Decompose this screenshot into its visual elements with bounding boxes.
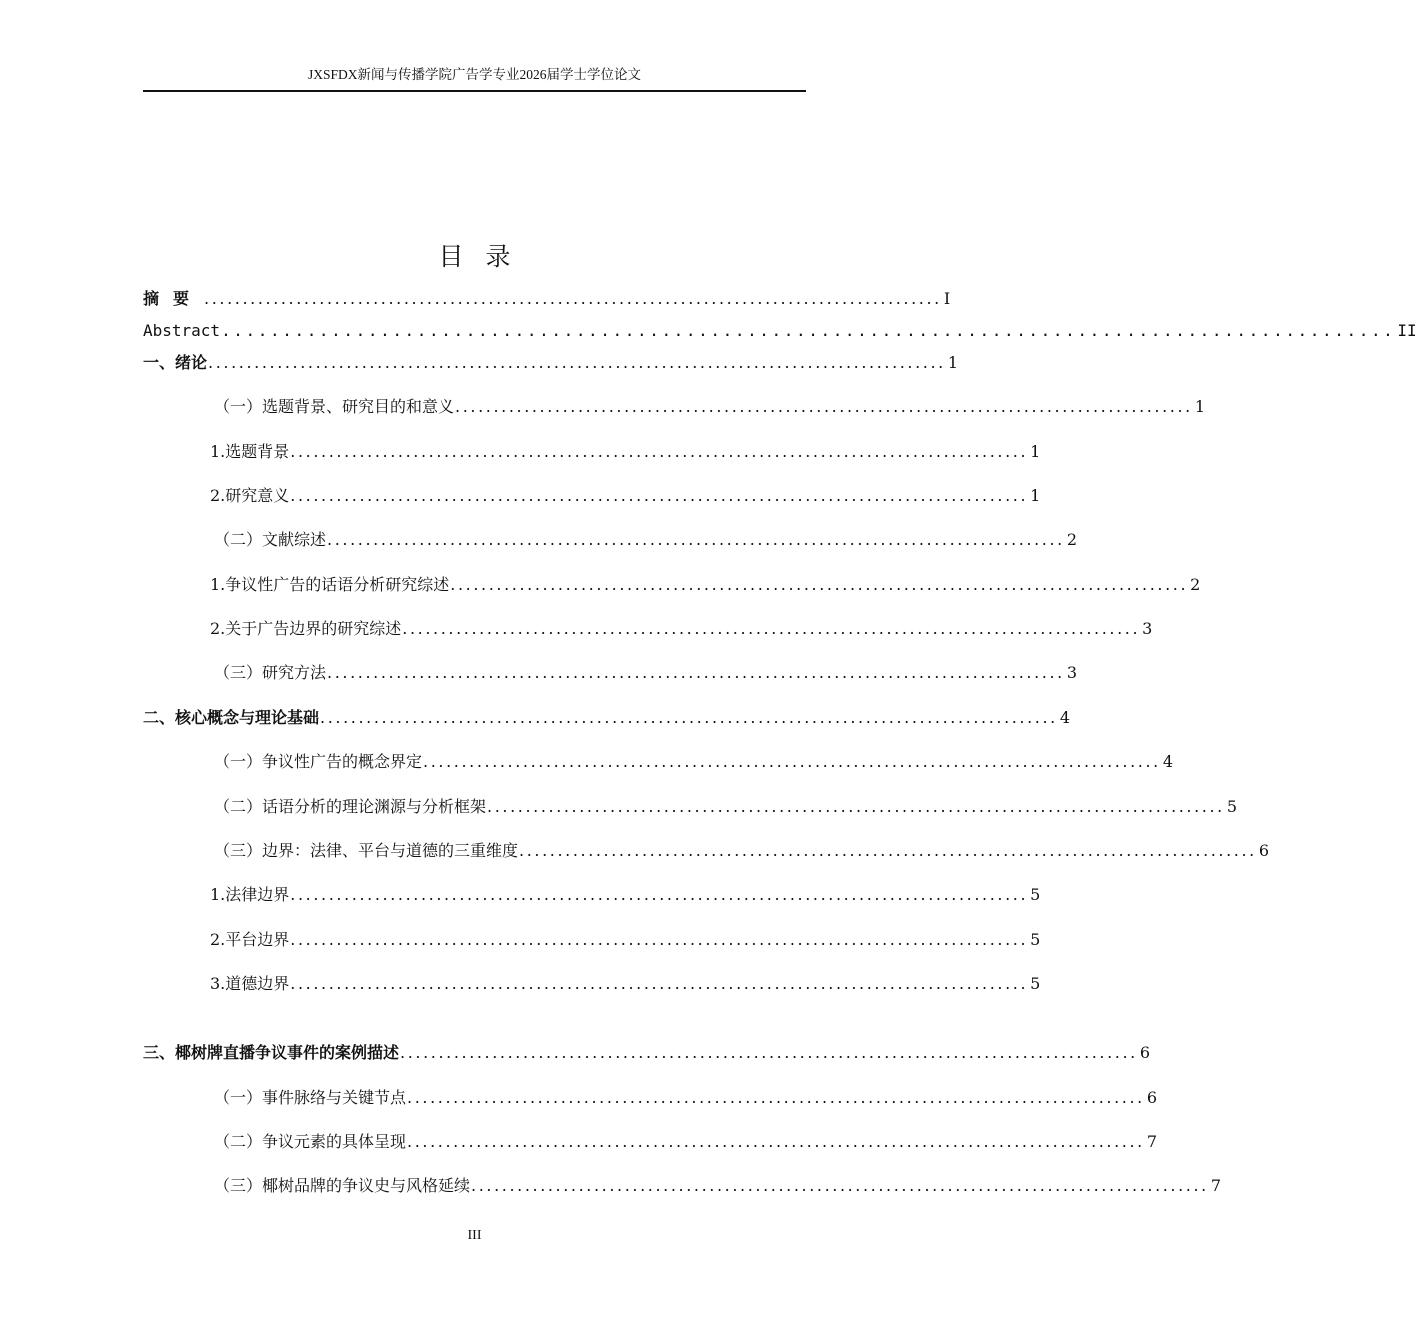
toc-entry-section-3-1[interactable] bbox=[214, 1086, 1158, 1110]
toc-dot-leader: ................................................................................................ bbox=[327, 663, 1065, 682]
toc-entry-label: 三、椰树牌直播争议事件的案例描述 bbox=[143, 1043, 400, 1062]
toc-entry-abstract-cn[interactable] bbox=[143, 287, 951, 311]
toc-entry-section-1-1[interactable] bbox=[214, 395, 1206, 419]
toc-entry-page: 3 bbox=[1142, 619, 1153, 638]
toc-entry-page: 2 bbox=[1066, 530, 1078, 549]
page-number: III bbox=[467, 1228, 482, 1243]
toc-entry-section-2-1[interactable] bbox=[214, 750, 1174, 774]
toc-dot-leader: ................................................................................................ bbox=[204, 289, 942, 308]
toc-entry-page: 6 bbox=[1258, 841, 1270, 860]
toc-entry-page: 6 bbox=[1146, 1088, 1158, 1107]
toc-entry-label: （三）研究方法 bbox=[214, 663, 327, 682]
toc-entry-page: 5 bbox=[1226, 797, 1238, 816]
toc-dot-leader: ................................................................................................ bbox=[487, 797, 1225, 816]
toc-entry-page: 5 bbox=[1030, 974, 1041, 993]
toc-entry-label: （二）争议元素的具体呈现 bbox=[214, 1132, 407, 1151]
toc-entry-page: 1 bbox=[1194, 397, 1206, 416]
toc-entry-label: （三）边界：法律、平台与道德的三重维度 bbox=[214, 841, 519, 860]
toc-entry-label: 2.平台边界 bbox=[210, 930, 290, 949]
toc-entry-label: 1.选题背景 bbox=[210, 442, 290, 461]
toc-entry-label: 2.研究意义 bbox=[210, 486, 290, 505]
toc-title: 目录 bbox=[438, 242, 533, 271]
toc-entry-subsection-2-3-1[interactable] bbox=[210, 883, 1041, 907]
toc-entry-page: 2 bbox=[1190, 575, 1201, 594]
toc-entry-label: 摘要 bbox=[143, 289, 204, 308]
toc-entry-section-1-2[interactable] bbox=[214, 528, 1078, 552]
toc-entry-section-1-3[interactable] bbox=[214, 661, 1078, 685]
toc-entry-page: 4 bbox=[1059, 708, 1071, 727]
toc-entry-label: 2.关于广告边界的研究综述 bbox=[210, 619, 402, 638]
running-header: JXSFDX新闻与传播学院广告学专业2026届学士学位论文 bbox=[307, 67, 642, 82]
toc-entry-page: 5 bbox=[1030, 930, 1041, 949]
toc-entry-subsection-1-2-1[interactable] bbox=[210, 573, 1201, 597]
toc-entry-label: （三）椰树品牌的争议史与风格延续 bbox=[214, 1176, 471, 1195]
toc-entry-page: II bbox=[1397, 321, 1417, 340]
toc-dot-leader: ................................................................................................ bbox=[290, 442, 1029, 461]
toc-dot-leader: ................................................................................................ bbox=[221, 321, 1396, 340]
toc-entry-section-2-3[interactable] bbox=[214, 839, 1270, 863]
toc-dot-leader: ................................................................................................ bbox=[519, 841, 1257, 860]
toc-entry-section-3-2[interactable] bbox=[214, 1130, 1158, 1154]
toc-dot-leader: ................................................................................................ bbox=[208, 353, 946, 372]
toc-entry-page: 1 bbox=[1030, 486, 1041, 505]
toc-dot-leader: ................................................................................................ bbox=[450, 575, 1189, 594]
toc-entry-page: 7 bbox=[1210, 1176, 1222, 1195]
toc-entry-subsection-2-3-3[interactable] bbox=[210, 972, 1041, 996]
toc-entry-label: （一）事件脉络与关键节点 bbox=[214, 1088, 407, 1107]
toc-entry-section-2-2[interactable] bbox=[214, 795, 1238, 819]
toc-entry-abstract-en[interactable] bbox=[143, 319, 1417, 343]
toc-entry-page: 1 bbox=[1030, 442, 1041, 461]
toc-dot-leader: ................................................................................................ bbox=[320, 708, 1058, 727]
toc-dot-leader: ................................................................................................ bbox=[290, 486, 1029, 505]
toc-entry-chapter-2[interactable] bbox=[143, 706, 1071, 730]
toc-entry-chapter-1[interactable] bbox=[143, 351, 959, 375]
toc-dot-leader: ................................................................................................ bbox=[455, 397, 1193, 416]
toc-entry-label: 1.争议性广告的话语分析研究综述 bbox=[210, 575, 450, 594]
toc-entry-page: 7 bbox=[1146, 1132, 1158, 1151]
toc-entry-page: 4 bbox=[1162, 752, 1174, 771]
toc-entry-page: 3 bbox=[1066, 663, 1078, 682]
toc-entry-label: 3.道德边界 bbox=[210, 974, 290, 993]
toc-entry-subsection-2-3-2[interactable] bbox=[210, 928, 1041, 952]
toc-dot-leader: ................................................................................................ bbox=[471, 1176, 1209, 1195]
toc-dot-leader: ................................................................................................ bbox=[290, 974, 1029, 993]
toc-dot-leader: ................................................................................................ bbox=[407, 1132, 1145, 1151]
toc-entry-chapter-3[interactable] bbox=[143, 1041, 1151, 1065]
toc-entry-page: 5 bbox=[1030, 885, 1041, 904]
toc-entry-page: 6 bbox=[1139, 1043, 1151, 1062]
toc-entry-label: （二）话语分析的理论渊源与分析框架 bbox=[214, 797, 487, 816]
toc-entry-label: 1.法律边界 bbox=[210, 885, 290, 904]
toc-dot-leader: ................................................................................................ bbox=[290, 930, 1029, 949]
toc-dot-leader: ................................................................................................ bbox=[290, 885, 1029, 904]
toc-entry-label: 二、核心概念与理论基础 bbox=[143, 708, 320, 727]
toc-entry-label: Abstract bbox=[143, 321, 221, 340]
toc-entry-label: （一）选题背景、研究目的和意义 bbox=[214, 397, 455, 416]
toc-dot-leader: ................................................................................................ bbox=[423, 752, 1161, 771]
toc-entry-subsection-1-1-1[interactable] bbox=[210, 440, 1041, 464]
toc-entry-page: I bbox=[943, 289, 951, 308]
toc-dot-leader: ................................................................................................ bbox=[327, 530, 1065, 549]
toc-entry-subsection-1-1-2[interactable] bbox=[210, 484, 1041, 508]
toc-entry-subsection-1-2-2[interactable] bbox=[210, 617, 1153, 641]
toc-entry-label: （一）争议性广告的概念界定 bbox=[214, 752, 423, 771]
toc-dot-leader: ................................................................................................ bbox=[407, 1088, 1145, 1107]
toc-entry-page: 1 bbox=[947, 353, 959, 372]
toc-entry-label: （二）文献综述 bbox=[214, 530, 327, 549]
toc-entry-label: 一、绪论 bbox=[143, 353, 208, 372]
header-rule bbox=[143, 90, 806, 92]
toc-dot-leader: ................................................................................................ bbox=[402, 619, 1141, 638]
toc-dot-leader: ................................................................................................ bbox=[400, 1043, 1138, 1062]
toc-entry-section-3-3[interactable] bbox=[214, 1174, 1222, 1198]
